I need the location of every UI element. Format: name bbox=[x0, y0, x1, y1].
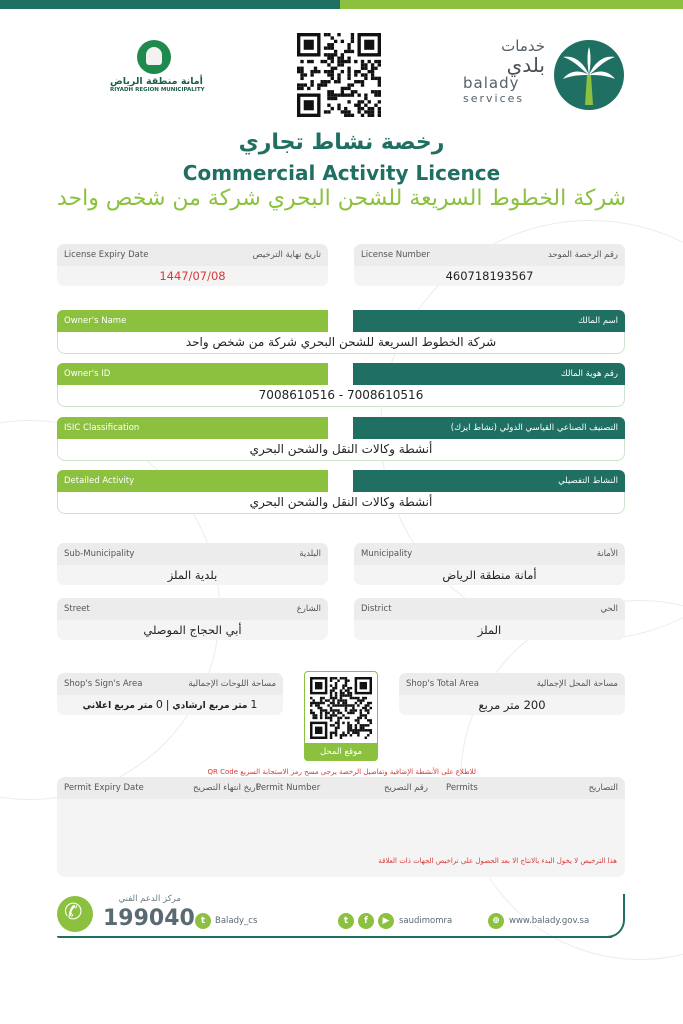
qr-note: للاطلاع على الأنشطة الإضافية وتفاصيل الرخصة يرجى مسح رمز الاستجابة السريع QR Code bbox=[207, 768, 476, 776]
sign-ad-value: 1 bbox=[250, 698, 258, 711]
top-bar-dark-green bbox=[0, 0, 340, 9]
permits-table-header bbox=[57, 777, 625, 799]
license-qr-code[interactable] bbox=[296, 33, 382, 117]
license-number-label-ar: رقم الرخصة الموحد bbox=[547, 250, 618, 260]
district-value: الملز bbox=[354, 620, 625, 640]
balady-logo bbox=[455, 37, 630, 117]
sign-area-field bbox=[57, 673, 283, 717]
owner-name-label-ar: اسم المالك bbox=[577, 316, 618, 326]
activity-label-ar: النشاط التفصيلي bbox=[558, 476, 618, 486]
sub-muni-label-en: Sub-Municipality bbox=[64, 549, 135, 559]
street-value: أبي الحجاج الموصلي bbox=[57, 620, 328, 640]
owner-id-field bbox=[57, 363, 625, 405]
total-area-field bbox=[399, 673, 625, 717]
title-ar: رخصة نشاط تجاري bbox=[238, 130, 445, 155]
street-label-ar: الشارع bbox=[296, 604, 321, 614]
permit-number-header-en: Permit Number bbox=[256, 783, 321, 793]
permits-header-en: Permits bbox=[446, 783, 478, 793]
district-label-en: District bbox=[361, 604, 392, 614]
owner-id-label-en: Owner's ID bbox=[64, 369, 111, 379]
title-en: Commercial Activity Licence bbox=[182, 161, 501, 185]
social-handle[interactable]: saudimomra bbox=[399, 916, 453, 926]
isic-value: أنشطة وكالات النقل والشحن البحري bbox=[57, 439, 625, 461]
riyadh-logo-en: RIYADH REGION MUNICIPALITY bbox=[110, 87, 205, 93]
license-expiry-field bbox=[57, 244, 328, 288]
footer-line bbox=[57, 936, 612, 938]
balady-logo-en-sub: services bbox=[463, 92, 525, 105]
twitter-handle[interactable]: Balady_cs bbox=[215, 916, 258, 926]
owner-name-value: شركة الخطوط السريعة للشحن البحري شركة من شخص واحد bbox=[57, 332, 625, 354]
municipality-field bbox=[354, 543, 625, 587]
isic-label-en: ISIC Classification bbox=[64, 423, 140, 433]
sign-ad-unit: متر مربع ارشادي bbox=[172, 701, 248, 711]
sub-muni-label-ar: البلدية bbox=[299, 549, 321, 559]
district-field bbox=[354, 598, 625, 642]
footer-curve bbox=[605, 894, 625, 938]
balady-logo-ar-main: بلدي bbox=[506, 53, 545, 77]
sign-area-label-ar: مساحة اللوحات الإجمالية bbox=[188, 679, 276, 689]
owner-id-value: 7008610516 - 7008610516 bbox=[57, 385, 625, 407]
sign-area-value bbox=[57, 695, 283, 715]
isic-field bbox=[57, 417, 625, 459]
owner-id-label-ar: رقم هوية المالك bbox=[560, 369, 618, 379]
palm-tree-icon bbox=[553, 39, 625, 111]
license-number-label-en: License Number bbox=[361, 250, 430, 260]
balady-logo-en-main: balady bbox=[463, 74, 520, 92]
isic-label-ar: التصنيف الصناعي القياسي الدولي (نشاط ايزك) bbox=[450, 423, 618, 433]
district-label-ar: الحي bbox=[600, 604, 618, 614]
phone-icon: ✆ bbox=[57, 896, 93, 932]
activity-label-en: Detailed Activity bbox=[64, 476, 135, 486]
sign-separator: | bbox=[165, 698, 170, 711]
muni-label-ar: الأمانة bbox=[596, 549, 618, 559]
license-number-value: 460718193567 bbox=[354, 266, 625, 286]
sign-guide-unit: متر مربع اعلاني bbox=[82, 701, 153, 711]
sign-area-label-en: Shop's Sign's Area bbox=[64, 679, 143, 689]
muni-label-en: Municipality bbox=[361, 549, 413, 559]
riyadh-logo-ar: أمانة منطقة الرياض bbox=[110, 76, 203, 87]
street-label-en: Street bbox=[64, 604, 90, 614]
riyadh-municipality-logo bbox=[110, 40, 205, 110]
total-area-label-ar: مساحة المحل الإجمالية bbox=[536, 679, 618, 689]
shop-location-qr-code[interactable] bbox=[310, 677, 372, 739]
owner-name-label-en: Owner's Name bbox=[64, 316, 127, 326]
activity-value: أنشطة وكالات النقل والشحن البحري bbox=[57, 492, 625, 514]
total-area-value: 200 متر مربع bbox=[399, 695, 625, 715]
youtube-icon[interactable]: ▶ bbox=[378, 913, 394, 929]
permit-number-header-ar: رقم التصريح bbox=[384, 783, 428, 793]
total-area-label-en: Shop's Total Area bbox=[406, 679, 479, 689]
street-field bbox=[57, 598, 328, 642]
license-expiry-label-en: License Expiry Date bbox=[64, 250, 149, 260]
muni-value: أمانة منطقة الرياض bbox=[354, 565, 625, 585]
detailed-activity-field bbox=[57, 470, 625, 512]
license-number-field bbox=[354, 244, 625, 288]
riyadh-emblem-icon bbox=[137, 40, 171, 74]
permits-header-ar: التصاريح bbox=[588, 783, 618, 793]
twitter-icon[interactable]: t bbox=[195, 913, 211, 929]
license-expiry-value: 1447/07/08 bbox=[57, 266, 328, 286]
globe-icon[interactable]: ⊕ bbox=[488, 913, 504, 929]
permits-note: هذا الترخيص لا يخول البدء بالانتاج الا بعد الحصول على تراخيص الجهات ذات العلاقة bbox=[378, 857, 617, 865]
page-bottom-margin bbox=[0, 965, 683, 1024]
twitter-icon[interactable]: t bbox=[338, 913, 354, 929]
permit-expiry-header-ar: تاريخ انتهاء التصريح bbox=[193, 783, 261, 793]
top-color-bar bbox=[0, 0, 683, 9]
facebook-icon[interactable]: f bbox=[358, 913, 374, 929]
permit-expiry-header-en: Permit Expiry Date bbox=[64, 783, 144, 793]
support-number[interactable]: 199040 bbox=[103, 906, 195, 931]
permits-table bbox=[57, 777, 625, 877]
shop-location-qr-label: موقع المحل bbox=[304, 743, 378, 761]
website-link[interactable]: www.balady.gov.sa bbox=[509, 916, 590, 926]
license-expiry-label-ar: تاريخ نهاية الترخيص bbox=[252, 250, 321, 260]
top-bar-light-green bbox=[340, 0, 683, 9]
footer bbox=[57, 886, 625, 940]
sub-municipality-field bbox=[57, 543, 328, 587]
sub-muni-value: بلدية الملز bbox=[57, 565, 328, 585]
support-label: مركز الدعم الفني bbox=[118, 894, 181, 904]
company-name: شركة الخطوط السريعة للشحن البحري شركة من شخص واحد bbox=[56, 186, 627, 211]
balady-logo-ar-top: خدمات bbox=[501, 37, 545, 55]
sign-guide-value: 0 bbox=[155, 698, 163, 711]
owner-name-field bbox=[57, 310, 625, 352]
